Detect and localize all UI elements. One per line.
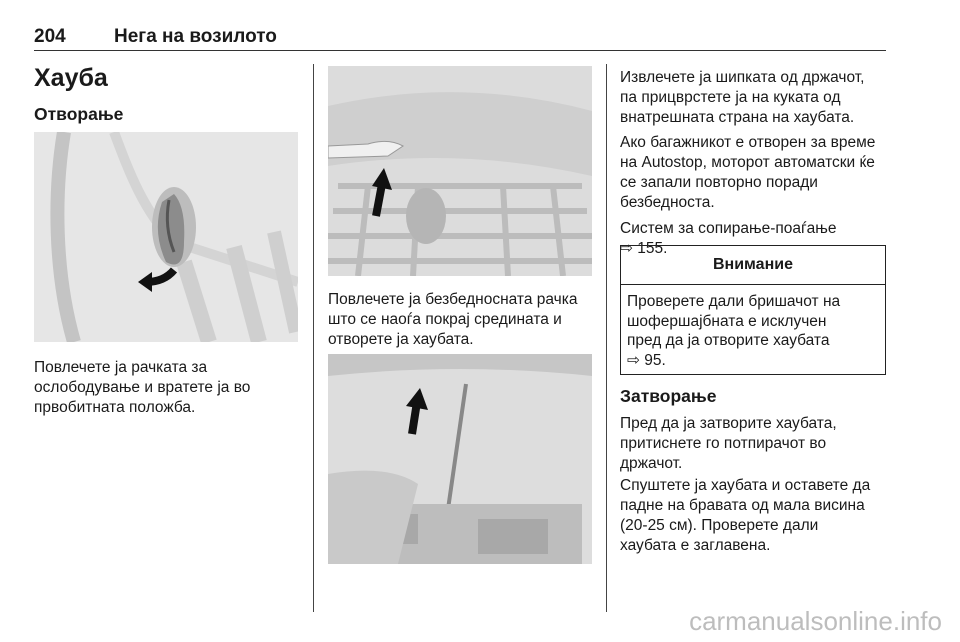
closing-step-1: Пред да ја затворите хаубата, притиснете го потпирачот во држачот.	[620, 415, 837, 472]
header-divider	[34, 50, 886, 51]
chapter-title: Нега на возилото	[114, 26, 277, 47]
safety-catch-illustration	[328, 66, 592, 276]
column-divider-2	[606, 64, 607, 612]
watermark: carmanualsonline.info	[689, 606, 942, 636]
stop-start-reference: Систем за сопирање-поаѓање ⇨ 155.	[620, 220, 837, 257]
support-rod-illustration	[328, 354, 592, 564]
opening-step-2: Повлечете ја безбедносната рачка што се наоѓа покрај средината и отворете ја хаубата.	[328, 291, 578, 348]
release-lever-illustration	[34, 132, 298, 342]
page-header	[34, 26, 886, 52]
autostop-note: Ако багажникот е отворен за време на Autostop, моторот автоматски ќе се запали повторно поради безбедноста.	[620, 134, 876, 211]
closing-step-2: Спуштете ја хаубата и оставете да падне на бравата од мала висина (20-25 см). Проверете дали хаубата е заглавена.	[620, 477, 871, 554]
opening-heading: Отворање	[34, 104, 124, 124]
page-number: 204	[34, 26, 66, 47]
warning-box	[620, 245, 886, 375]
column-divider-1	[313, 64, 314, 612]
warning-title: Внимание	[621, 246, 885, 285]
closing-heading: Затворање	[620, 386, 717, 406]
section-title: Хауба	[34, 64, 108, 92]
opening-step-3: Извлечете ја шипката од држачот, па прицврстете ја на куката од внатрешната страна на хаубата.	[620, 69, 865, 126]
opening-step-1: Повлечете ја рачката за ослободување и вратете ја во првобитната положба.	[34, 359, 251, 416]
warning-text: Проверете дали бришачот на шофершајбната е исклучен пред да ја отворите хаубата ⇨ 95.	[627, 293, 841, 369]
